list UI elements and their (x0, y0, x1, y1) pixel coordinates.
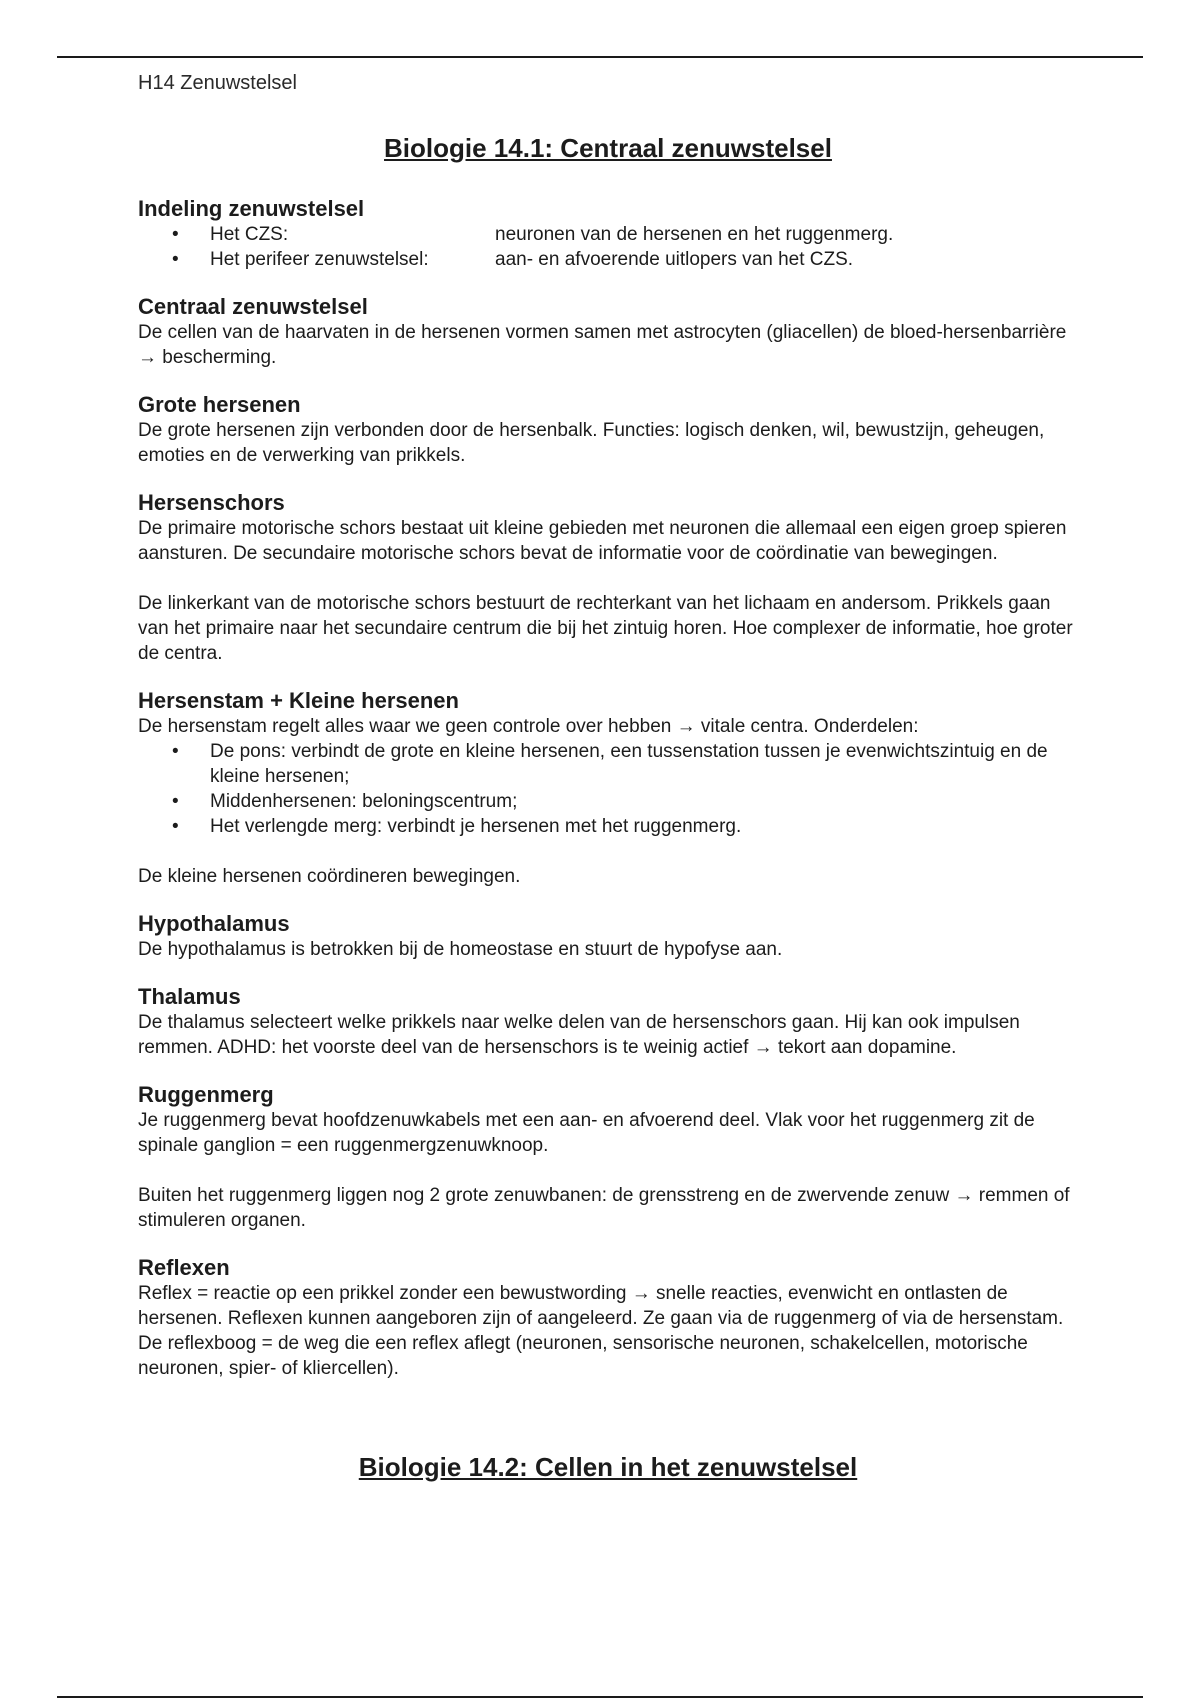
heading-hersenstam: Hersenstam + Kleine hersenen (138, 688, 459, 713)
heading-grote-hersenen: Grote hersenen (138, 392, 301, 417)
heading-hersenschors: Hersenschors (138, 490, 285, 515)
paragraph: De hypothalamus is betrokken bij de homeostase en stuurt de hypofyse aan. (138, 939, 783, 960)
list-item: • Het verlengde merg: verbindt je hersenen met het ruggenmerg. (138, 814, 1078, 839)
heading-czs: Centraal zenuwstelsel (138, 294, 368, 319)
section-indeling (138, 196, 1078, 272)
top-rule (57, 56, 1143, 58)
list-item (138, 247, 1078, 272)
section-reflexen (138, 1255, 1078, 1381)
list-item: • Middenhersenen: beloningscentrum; (138, 789, 1078, 814)
heading-reflexen: Reflexen (138, 1255, 230, 1280)
document-body (138, 130, 1078, 1485)
paragraph: De hersenstam regelt alles waar we geen controle over hebben → vitale centra. Onderdelen: (138, 716, 919, 737)
heading-indeling: Indeling zenuwstelsel (138, 196, 365, 221)
paragraph: De kleine hersenen coördineren bewegingen. (138, 866, 521, 887)
list-item (138, 222, 1078, 247)
section-hypothalamus (138, 911, 1078, 962)
page-header: H14 Zenuwstelsel (138, 72, 297, 94)
section-thalamus (138, 984, 1078, 1060)
hersenstam-list (138, 739, 1078, 839)
section-czs (138, 294, 1078, 370)
paragraph: Je ruggenmerg bevat hoofdzenuwkabels met een aan- en afvoerend deel. Vlak voor het ruggenmerg zit de spinale ganglion = een ruggenmergzenuwknoop. (138, 1110, 1035, 1156)
heading-ruggenmerg: Ruggenmerg (138, 1082, 274, 1107)
heading-thalamus: Thalamus (138, 984, 241, 1009)
paragraph: De cellen van de haarvaten in de hersenen vormen samen met astrocyten (gliacellen) de bloed-hersenbarrière → bescherming. (138, 322, 1067, 368)
section-ruggenmerg (138, 1082, 1078, 1233)
bottom-rule (57, 1696, 1143, 1698)
indeling-list (138, 222, 1078, 272)
paragraph: Reflex = reactie op een prikkel zonder een bewustwording → snelle reacties, evenwicht en ontlasten de hersenen. Reflexen kunnen aangeboren zijn of aangeleerd. Ze gaan via de ruggenmerg of via de hersenstam. De reflexboog = de weg die een reflex aflegt (neuronen, sensorische neuronen, schakelcellen, motorische neuronen, spier- of kliercellen). (138, 1283, 1064, 1379)
section-hersenschors (138, 490, 1078, 666)
definition-text: neuronen van de hersenen en het ruggenmerg. (495, 224, 894, 245)
heading-hypothalamus: Hypothalamus (138, 911, 290, 936)
paragraph: De grote hersenen zijn verbonden door de hersenbalk. Functies: logisch denken, wil, bewustzijn, geheugen, emoties en de verwerking van prikkels. (138, 420, 1045, 466)
list-item: • De pons: verbindt de grote en kleine hersenen, een tussenstation tussen je evenwichtszintuig en de kleine hersenen; (138, 739, 1078, 789)
paragraph: Buiten het ruggenmerg liggen nog 2 grote zenuwbanen: de grensstreng en de zwervende zenuw → remmen of stimuleren organen. (138, 1185, 1070, 1231)
section-hersenstam (138, 688, 1078, 889)
section-title-14-2: Biologie 14.2: Cellen in het zenuwstelsel (358, 1452, 858, 1482)
paragraph: De thalamus selecteert welke prikkels naar welke delen van de hersenschors gaan. Hij kan ook impulsen remmen. ADHD: het voorste deel van de hersenschors is te weinig actief → tekort aan dopamine. (138, 1012, 1020, 1058)
definition-term: Het perifeer zenuwstelsel: (210, 249, 429, 270)
paragraph: De linkerkant van de motorische schors bestuurt de rechterkant van het lichaam en andersom. Prikkels gaan van het primaire naar het secundaire centrum die bij het zintuig horen. Hoe complexer de informatie, hoe groter de centra. (138, 593, 1073, 664)
section-title-14-1: Biologie 14.1: Centraal zenuwstelsel (384, 133, 832, 163)
section-grote-hersenen (138, 392, 1078, 468)
definition-text: aan- en afvoerende uitlopers van het CZS. (495, 249, 854, 270)
definition-term: Het CZS: (210, 224, 289, 245)
paragraph: De primaire motorische schors bestaat uit kleine gebieden met neuronen die allemaal een eigen groep spieren aansturen. De secundaire motorische schors bevat de informatie voor de coördinatie van bewegingen. (138, 518, 1067, 564)
